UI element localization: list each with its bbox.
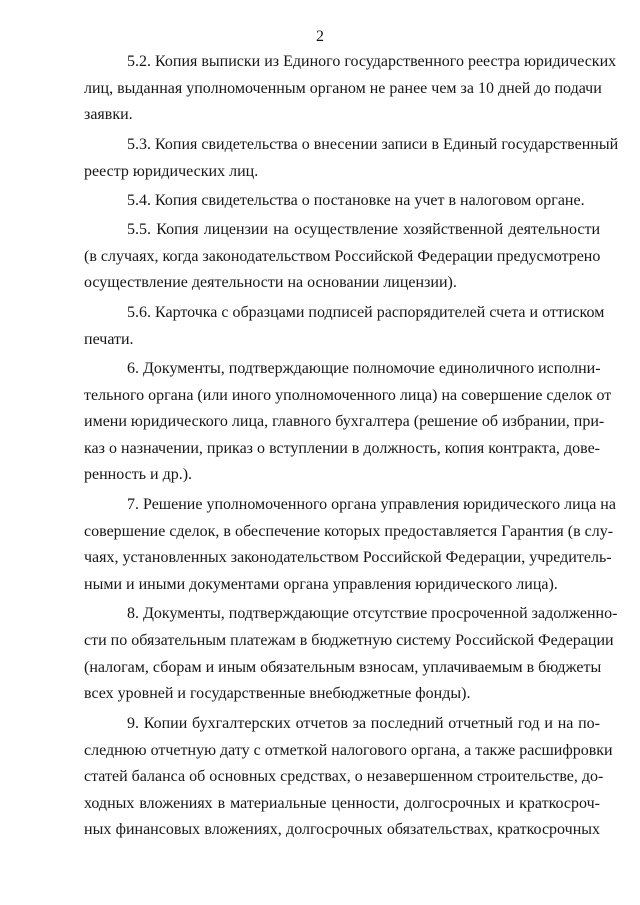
paragraph-5-2-line: лиц, выданная уполномоченным органом не ранее чем за 10 дней до подачи bbox=[84, 80, 602, 97]
paragraph-5-2-line: заявки. bbox=[84, 106, 133, 123]
paragraph-9-line: ных финансовых вложениях, долгосрочных обязательствах, краткосрочных bbox=[84, 821, 600, 838]
paragraph-9-line: 9. Копии бухгалтерских отчетов за последний отчетный год и на по- bbox=[127, 715, 600, 732]
paragraph-5-5-line: (в случаях, когда законодательством Российской Федерации предусмотрено bbox=[84, 248, 601, 265]
paragraph-7-line: совершение сделок, в обеспечение которых предоставляется Гарантия (в слу- bbox=[84, 523, 614, 540]
paragraph-7-line: ными и иными документами органа управления юридического лица). bbox=[84, 576, 558, 593]
paragraph-5-2-line: 5.2. Копия выписки из Единого государственного реестра юридических bbox=[127, 53, 617, 70]
paragraph-7-line: чаях, установленных законодательством Российской Федерации, учредитель- bbox=[84, 549, 612, 566]
paragraph-6-line: имени юридического лица, главного бухгалтера (решение об избрании, при- bbox=[84, 413, 605, 430]
paragraph-6-line: ренность и др.). bbox=[84, 466, 193, 483]
paragraph-5-5-line: осуществление деятельности на основании лицензии). bbox=[84, 274, 457, 291]
paragraph-9-line: ходных вложениях в материальные ценности, долгосрочных и краткосроч- bbox=[84, 795, 600, 812]
paragraph-7-line: 7. Решение уполномоченного органа управления юридического лица на bbox=[127, 496, 616, 513]
paragraph-8-line: (налогам, сборам и иным обязательным взносам, уплачиваемым в бюджеты bbox=[84, 659, 602, 676]
paragraph-5-5-line: 5.5. Копия лицензии на осуществление хозяйственной деятельности bbox=[127, 221, 600, 238]
paragraph-6-line: тельного органа (или иного уполномоченного лица) на совершение сделок от bbox=[84, 387, 612, 404]
paragraph-5-6-line: 5.6. Карточка с образцами подписей распорядителей счета и оттиском bbox=[127, 304, 605, 321]
page-number: 2 bbox=[316, 28, 324, 45]
paragraph-5-3-line: реестр юридических лиц. bbox=[84, 163, 259, 180]
paragraph-9-line: статей баланса об основных средствах, о незавершенном строительстве, до- bbox=[84, 768, 604, 785]
paragraph-5-3-line: 5.3. Копия свидетельства о внесении записи в Единый государственный bbox=[127, 136, 619, 153]
paragraph-9-line: следнюю отчетную дату с отметкой налогового органа, а также расшифровки bbox=[84, 742, 613, 759]
paragraph-6-line: 6. Документы, подтверждающие полномочие единоличного исполни- bbox=[127, 360, 601, 377]
paragraph-8-line: сти по обязательным платежам в бюджетную систему Российской Федерации bbox=[84, 632, 614, 649]
paragraph-8-line: 8. Документы, подтверждающие отсутствие просроченной задолженно- bbox=[127, 605, 618, 622]
paragraph-8-line: всех уровней и государственные внебюджетные фонды). bbox=[84, 685, 471, 702]
paragraph-5-4-line: 5.4. Копия свидетельства о постановке на учет в налоговом органе. bbox=[127, 192, 585, 209]
paragraph-6-line: каз о назначении, приказ о вступлении в должность, копия контракта, дове- bbox=[84, 440, 600, 457]
paragraph-5-6-line: печати. bbox=[84, 331, 134, 348]
